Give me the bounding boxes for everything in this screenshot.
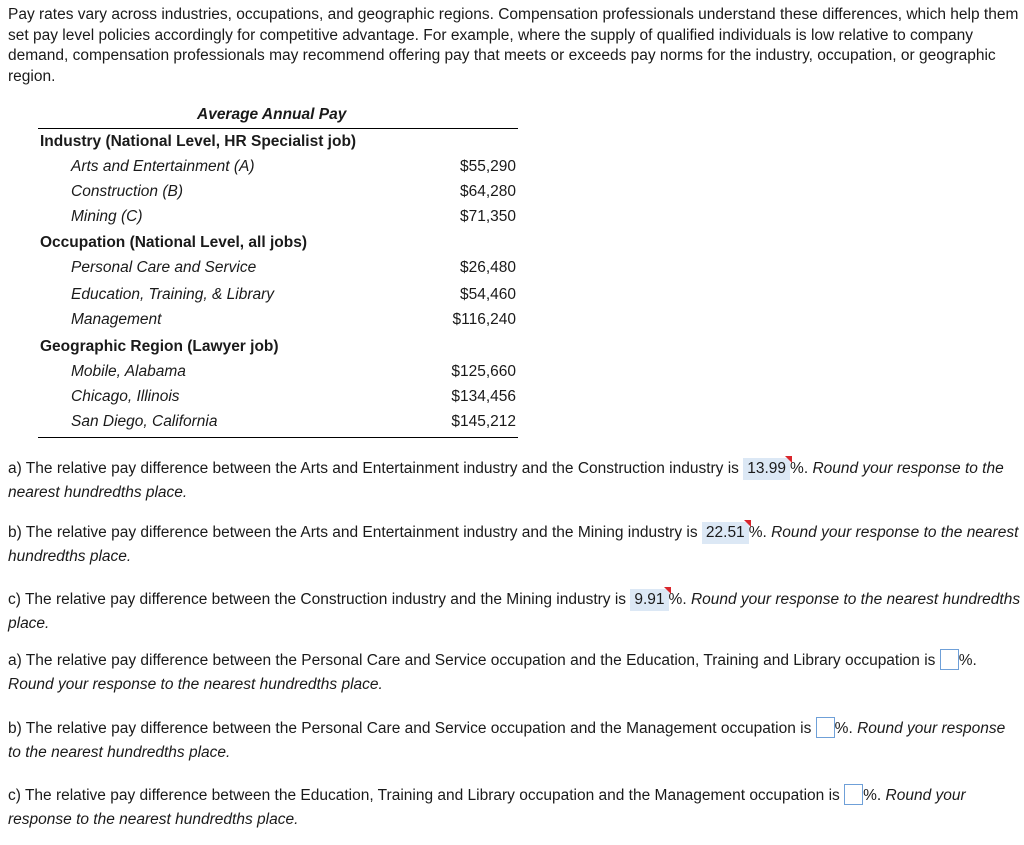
intro-paragraph: Pay rates vary across industries, occupations, and geographic regions. Compensation professionals understand these differences, which help them set pay level policies accordingly for competitive advantage. For example, where the supply of qualified individuals is low relative to company demand, compensation professionals may recommend offering pay that meets or exceeds pay norms for the industry, occupation, or geographic region.: [8, 6, 1019, 85]
table-row: Chicago, Illinois $134,456: [71, 388, 516, 405]
question-industry-c: c) The relative pay difference between the Construction industry and the Mining industry is 9.91 %. Round your response to the nearest hundredths place.: [8, 588, 1022, 636]
table-row: Mobile, Alabama $125,660: [71, 363, 516, 380]
table-title: Average Annual Pay: [197, 106, 347, 123]
question-occupation-a: a) The relative pay difference between the Personal Care and Service occupation and the Education, Training and Library occupation is %. Round your response to the nearest hundredths place.: [8, 649, 1022, 697]
question-occupation-b: b) The relative pay difference between the Personal Care and Service occupation and the Management occupation is %. Round your response to the nearest hundredths place.: [8, 717, 1022, 765]
table-row: Mining (C) $71,350: [71, 208, 516, 225]
table-section-heading: Industry (National Level, HR Specialist job): [40, 133, 357, 150]
answer-input[interactable]: [940, 649, 959, 670]
feedback-marker-icon: [664, 587, 671, 594]
question-industry-a: a) The relative pay difference between the Arts and Entertainment industry and the Construction industry is 13.99 %. Round your response to the nearest hundredths place.: [8, 457, 1022, 505]
table-row: Construction (B) $64,280: [71, 183, 516, 200]
feedback-marker-icon: [785, 456, 792, 463]
table-row: Management $116,240: [71, 311, 516, 328]
answer-field[interactable]: 9.91: [630, 589, 668, 611]
pay-table: [38, 128, 518, 438]
answer-field[interactable]: 22.51: [702, 522, 749, 544]
table-row: Arts and Entertainment (A) $55,290: [71, 158, 516, 175]
feedback-marker-icon: [744, 520, 751, 527]
table-row: Education, Training, & Library $54,460: [71, 286, 516, 303]
question-industry-b: b) The relative pay difference between the Arts and Entertainment industry and the Mining industry is 22.51 %. Round your response to the nearest hundredths place.: [8, 521, 1022, 569]
question-occupation-c: c) The relative pay difference between the Education, Training and Library occupation and the Management occupation is %. Round your response to the nearest hundredths place.: [8, 784, 1022, 832]
table-section-heading: Geographic Region (Lawyer job): [40, 338, 279, 355]
table-section-heading: Occupation (National Level, all jobs): [40, 234, 307, 251]
table-row: San Diego, California $145,212: [71, 413, 516, 430]
table-row: Personal Care and Service $26,480: [71, 259, 516, 276]
answer-field[interactable]: 13.99: [743, 458, 790, 480]
answer-input[interactable]: [844, 784, 863, 805]
answer-input[interactable]: [816, 717, 835, 738]
